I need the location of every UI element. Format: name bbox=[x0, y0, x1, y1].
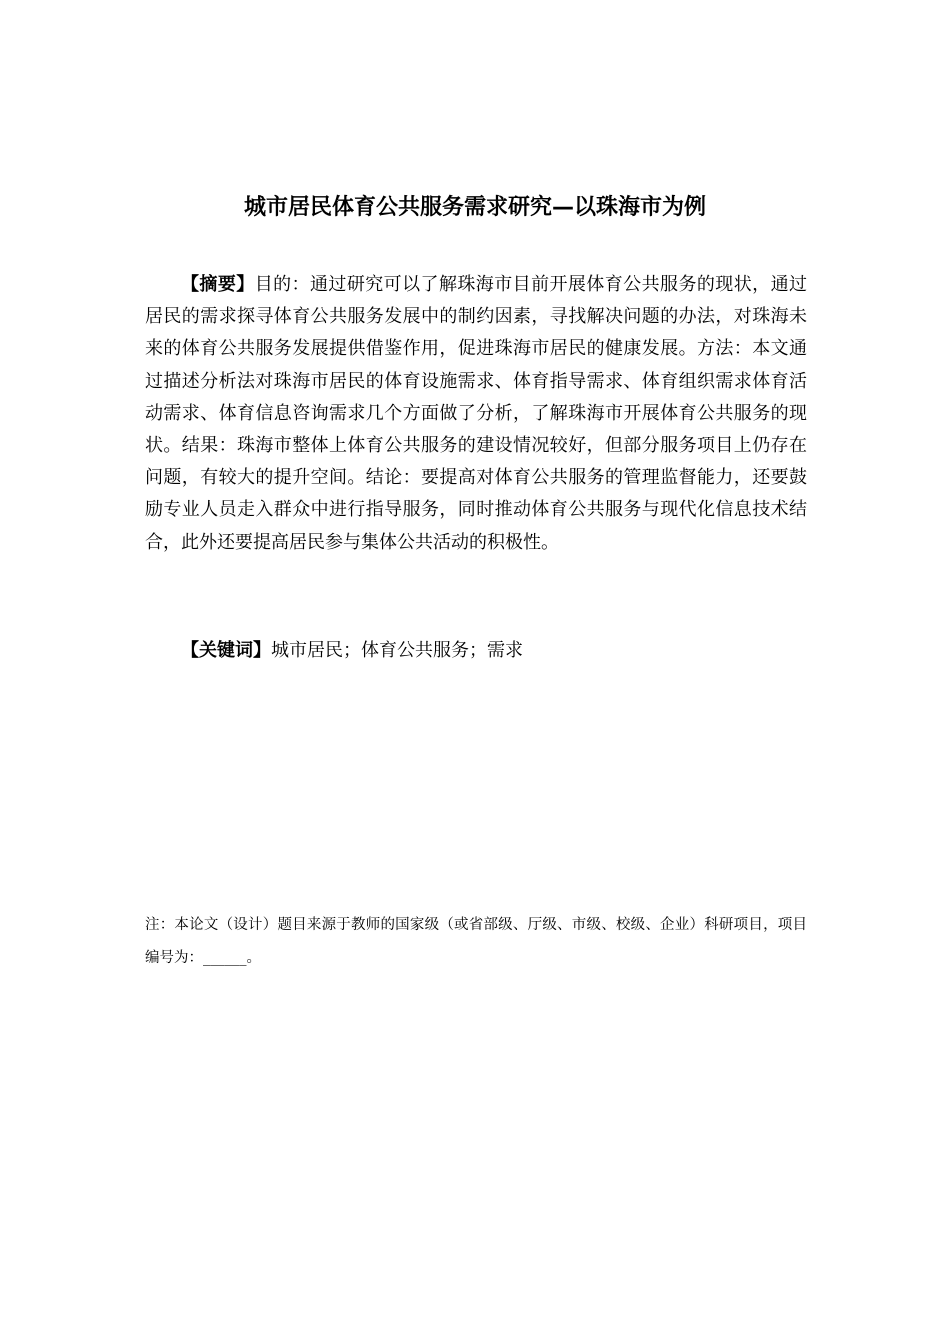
abstract-text: 目的：通过研究可以了解珠海市目前开展体育公共服务的现状，通过居民的需求探寻体育公共服务发展中的制约因素，寻找解决问题的办法，对珠海未来的体育公共服务发展提供借鉴作用，促进珠海市居民的健康发展。方法：本文通过描述分析法对珠海市居民的体育设施需求、体育指导需求、体育组织需求体育活动需求、体育信息咨询需求几个方面做了分析，了解珠海市开展体育公共服务的现状。结果：珠海市整体上体育公共服务的建设情况较好，但部分服务项目上仍存在问题，有较大的提升空间。结论：要提高对体育公共服务的管理监督能力，还要鼓励专业人员走入群众中进行指导服务，同时推动体育公共服务与现代化信息技术结合，此外还要提高居民参与集体公共活动的积极性。 bbox=[145, 274, 808, 553]
keywords-paragraph bbox=[145, 635, 807, 667]
project-number-blank: ______ bbox=[203, 950, 247, 966]
abstract-label: 【摘要】 bbox=[181, 274, 255, 295]
footnote-paragraph bbox=[145, 909, 807, 975]
document-title: 城市居民体育公共服务需求研究—以珠海市为例 bbox=[243, 195, 706, 220]
abstract-paragraph bbox=[145, 269, 807, 559]
keywords-label: 【关键词】 bbox=[181, 640, 271, 661]
footnote-text: 注：本论文（设计）题目来源于教师的国家级（或省部级、厅级、市级、校级、企业）科研项目，项目编号为： bbox=[145, 917, 807, 966]
keywords-text: 城市居民；体育公共服务；需求 bbox=[271, 640, 523, 661]
footnote-end: 。 bbox=[246, 950, 261, 966]
